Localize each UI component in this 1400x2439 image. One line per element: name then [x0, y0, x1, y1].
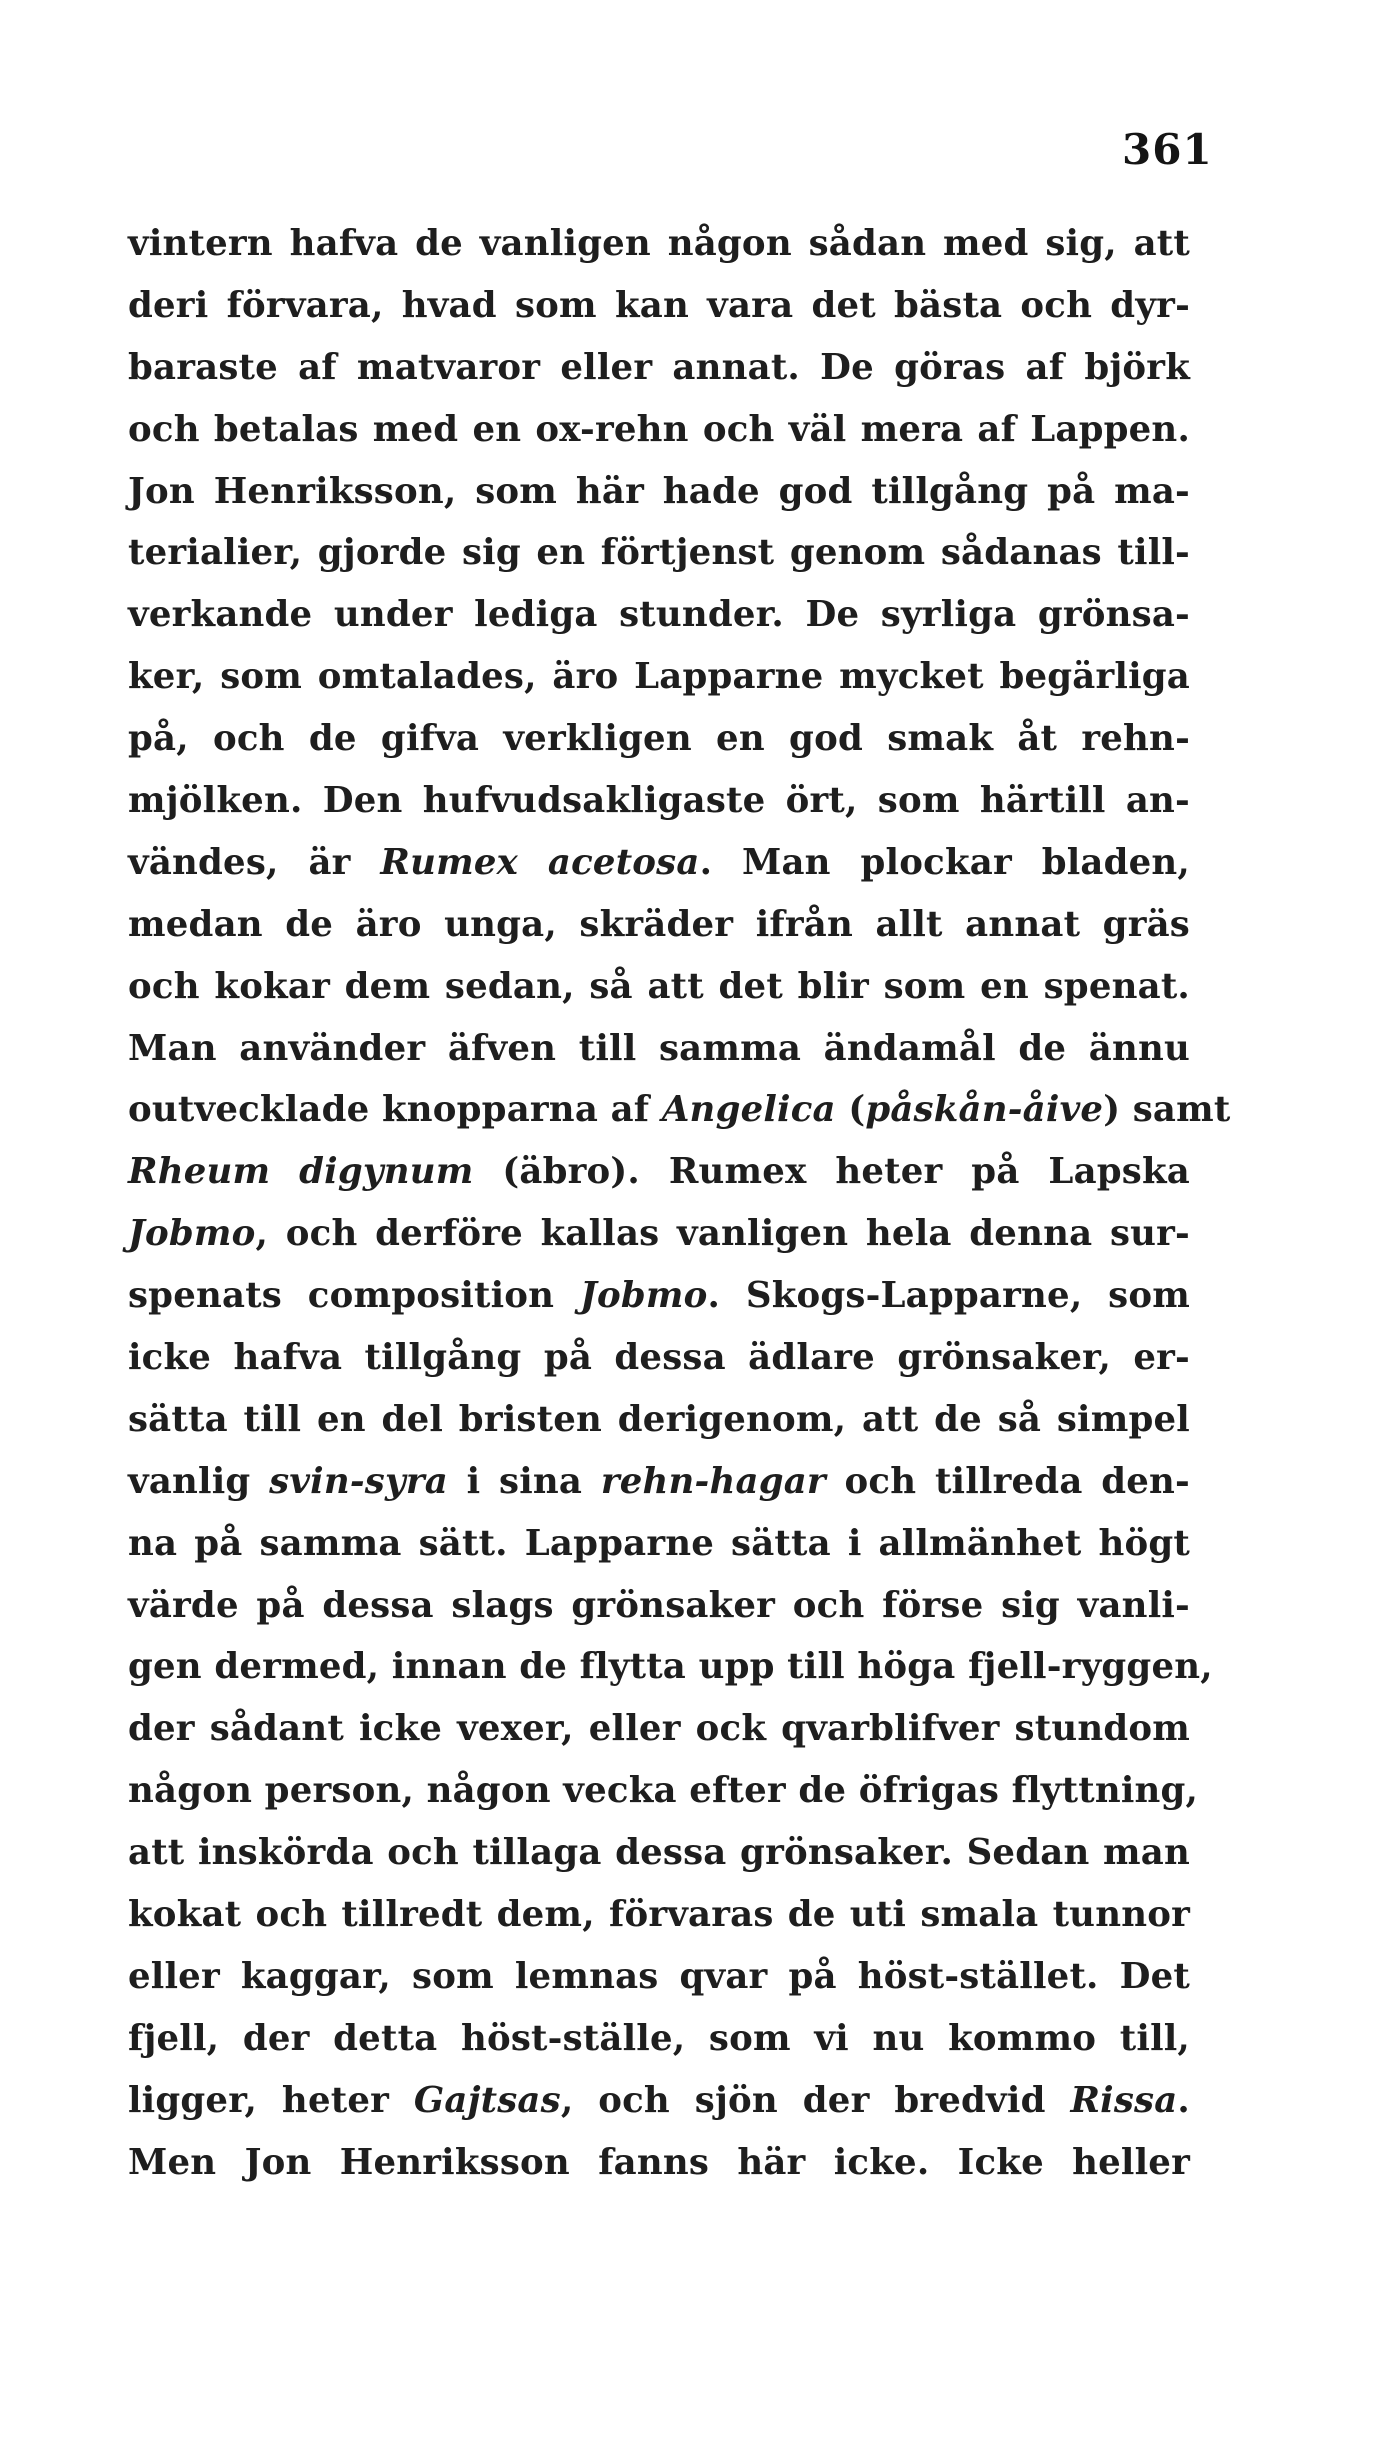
text-segment: . Skogs-Lapparne, som — [707, 1275, 1190, 1317]
body-text — [128, 213, 1231, 2194]
text-line — [128, 522, 1190, 584]
text-line — [128, 708, 1190, 770]
text-line — [128, 1636, 1213, 1698]
text-line — [128, 1822, 1190, 1884]
text-line — [128, 275, 1190, 337]
italic-text: Rheum digynum — [128, 1151, 474, 1193]
text-segment: fjell, der detta höst-ställe, som vi nu kommo till, — [128, 2017, 1190, 2059]
text-segment: medan de äro unga, skräder ifrån allt annat gräs — [128, 903, 1190, 945]
text-line — [128, 1884, 1190, 1946]
text-segment: eller kaggar, som lemnas qvar på höst-stället. Det — [128, 1955, 1190, 1997]
text-segment: outvecklade knopparna af — [128, 1089, 662, 1131]
italic-text: Jobmo — [128, 1213, 256, 1255]
text-line — [128, 2070, 1190, 2132]
text-segment: icke hafva tillgång på dessa ädlare grönsaker, er- — [128, 1337, 1190, 1379]
text-segment: , och derföre kallas vanligen hela denna sur- — [255, 1213, 1190, 1255]
text-line — [128, 646, 1190, 708]
text-line — [128, 1698, 1190, 1760]
text-segment: na på samma sätt. Lapparne sätta i allmänhet högt — [128, 1522, 1190, 1564]
text-segment: . — [1177, 2079, 1190, 2121]
text-segment: baraste af matvaror eller annat. De göras af björk — [128, 346, 1190, 388]
text-segment: värde på dessa slags grönsaker och förse sig vanli- — [128, 1584, 1190, 1626]
text-segment: mjölken. Den hufvudsakligaste ört, som härtill an- — [128, 780, 1190, 822]
text-line — [128, 1760, 1199, 1822]
text-line — [128, 213, 1190, 275]
text-segment: deri förvara, hvad som kan vara det bästa och dyr- — [128, 284, 1190, 326]
text-segment: vintern hafva de vanligen någon sådan med sig, att — [128, 223, 1190, 264]
text-segment: , och sjön der bredvid — [560, 2079, 1071, 2121]
text-line — [128, 399, 1190, 461]
text-segment: någon person, någon vecka efter de öfrigas flyttning, — [128, 1770, 1199, 1812]
italic-text: svin-syra — [269, 1460, 448, 1502]
italic-text: rehn-hagar — [600, 1460, 826, 1502]
text-segment: der sådant icke vexer, eller ock qvarblifver stundom — [128, 1708, 1190, 1750]
text-segment: och tillreda den- — [825, 1460, 1190, 1502]
text-segment: Man använder äfven till samma ändamål de ännu — [128, 1027, 1190, 1069]
text-segment: i sina — [447, 1460, 601, 1502]
text-segment: sätta till en del bristen derigenom, att de så simpel — [128, 1398, 1190, 1440]
italic-text: Angelica — [661, 1089, 836, 1131]
text-line — [128, 770, 1190, 832]
text-segment: ligger, heter — [128, 2079, 414, 2121]
page-number: 361 — [1122, 125, 1213, 174]
text-segment: att inskörda och tillaga dessa grönsaker. Sedan man — [128, 1832, 1190, 1874]
text-line — [128, 1265, 1190, 1327]
text-line — [128, 1327, 1190, 1389]
text-segment: ) samt — [1103, 1089, 1231, 1131]
text-segment: Jon Henriksson, som här hade god tillgång på ma- — [128, 470, 1190, 512]
text-line — [128, 337, 1190, 399]
text-segment: på, och de gifva verkligen en god smak åt rehn- — [128, 718, 1190, 760]
text-line — [128, 584, 1190, 646]
text-segment: terialier, gjorde sig en förtjenst genom sådanas till- — [128, 532, 1190, 574]
italic-text: Gajtsas — [413, 2079, 561, 2121]
text-segment: Men Jon Henriksson fanns här icke. Icke heller — [128, 2141, 1190, 2183]
text-segment: spenats composition — [128, 1275, 580, 1317]
italic-text: Rumex acetosa — [380, 841, 700, 883]
text-segment: och betalas med en ox-rehn och väl mera af Lappen. — [128, 408, 1190, 450]
text-line — [128, 2008, 1190, 2070]
italic-text: Jobmo — [579, 1275, 708, 1317]
text-segment: och kokar dem sedan, så att det blir som en spenat. — [128, 965, 1190, 1007]
text-line — [128, 1575, 1190, 1637]
text-line — [128, 1079, 1231, 1141]
text-segment: . Man plockar bladen, — [699, 841, 1190, 883]
text-line — [128, 1451, 1190, 1513]
text-line — [128, 1141, 1190, 1203]
text-segment: gen dermed, innan de flytta upp till höga fjell-ryggen, — [128, 1646, 1213, 1688]
text-segment: kokat och tillredt dem, förvaras de uti smala tunnor — [128, 1894, 1190, 1936]
text-line — [128, 1018, 1190, 1080]
text-line — [128, 2132, 1190, 2194]
text-line — [128, 894, 1190, 956]
text-line — [128, 461, 1190, 523]
text-segment: vanlig — [128, 1460, 270, 1502]
text-segment: (äbro). Rumex heter på Lapska — [473, 1151, 1190, 1193]
text-segment: verkande under lediga stunder. De syrliga grönsa- — [128, 594, 1190, 636]
italic-text: Rissa — [1070, 2079, 1178, 2121]
text-segment: ker, som omtalades, äro Lapparne mycket begärliga — [128, 656, 1190, 698]
text-line — [128, 1389, 1190, 1451]
text-line — [128, 1946, 1190, 2008]
text-line — [128, 832, 1190, 894]
text-line — [128, 956, 1190, 1018]
italic-text: påskån-åive — [865, 1089, 1104, 1131]
text-line — [128, 1513, 1190, 1575]
text-segment: ( — [835, 1089, 866, 1131]
text-segment: vändes, är — [128, 841, 381, 883]
text-line — [128, 1203, 1190, 1265]
